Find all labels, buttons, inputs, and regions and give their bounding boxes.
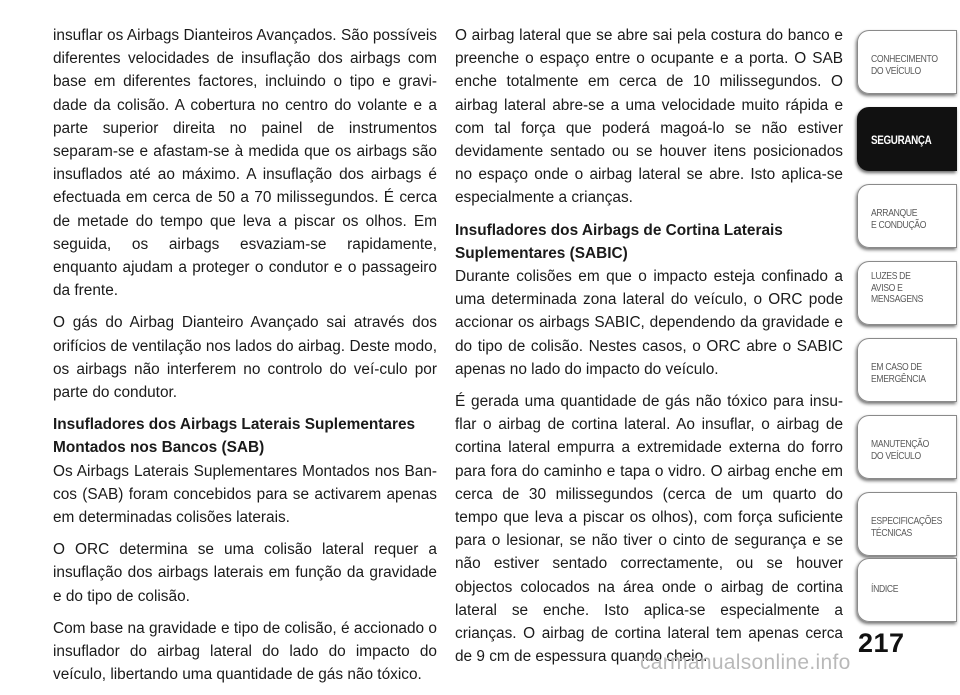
left-column [53,24,437,695]
page-number: 217 [858,628,905,658]
tab-label-line: EMERGÊNCIA [871,372,926,385]
tab-conhecimento-do-veiculo[interactable] [857,30,957,94]
tab-label-line: EM CASO DE [871,361,922,373]
tab-manutencao-do-veiculo[interactable] [857,415,957,479]
tab-luzes-de-aviso-e-mensagens[interactable] [857,261,957,325]
tab-label-line: E CONDUÇÃO [871,218,927,231]
tab-seguranca[interactable] [857,107,957,171]
tab-em-caso-de-emergencia[interactable] [857,338,957,402]
tab-label-line: ARRANQUE [871,207,918,219]
tab-indice[interactable] [857,558,957,622]
tab-label-line: TÉCNICAS [871,526,912,539]
tab-especificacoes-tecnicas[interactable] [857,492,957,556]
paragraph: Os Airbags Laterais Suplementares Montados nos Ban-cos (SAB) foram concebidos para se activarem apenas em determinadas colisões laterais. [53,462,437,527]
paragraph: O airbag lateral que se abre sai pela costura do banco e preenche o espaço entre o ocupante e a porta. O SAB enche totalmente em cerca de 10 milissegundos. O airbag lateral abre-se a uma velocidade muito rápida e com tal força que poderá magoá-lo se não estiver devidamente sentado ou se houver itens posicionados no espaço onde o airbag lateral se abre. Isto aplica-se especialmente a crianças. [455,27,843,207]
tab-label-line: LUZES DE [871,270,911,282]
tab-label-line: CONHECIMENTO [871,53,938,65]
paragraph: Com base na gravidade e tipo de colisão, é accionado o insuflador do airbag lateral do lado do impacto do veículo, libertando uma quantidade de gás não tóxico. [53,619,437,684]
tab-label-line: AVISO E [871,281,903,294]
chapter-tabs [857,30,960,622]
tab-label-line: ÍNDICE [871,583,899,595]
tab-arranque-e-conducao[interactable] [857,184,957,248]
tab-label-line: MENSAGENS [871,293,924,305]
paragraph: insuflar os Airbags Dianteiros Avançados. São possíveis diferentes velocidades de insuflação dos airbags com base em diferentes factores, incluindo o tipo e gravi-dade da colisão. A cobertura no centro do volante e a parte superior direita no painel de instrumentos separam-se e afastam-se à medida que os airbags são insuflados até ao máximo. A insuflação dos airbags é efectuada em cerca de 50 a 70 milissegundos. É cerca de metade do tempo que leva a piscar os olhos. Em seguida, os airbags esvaziam-se rapidamente, enquanto ajudam a proteger o condutor e o passageiro da frente. [53,27,437,300]
tab-label-line: DO VEÍCULO [871,449,921,462]
paragraph: É gerada uma quantidade de gás não tóxico para insu-flar o airbag de cortina lateral. Ao insuflar, o airbag de cortina lateral empurra a extremidade externa do forro para fora do caminho e tapa o vidro. O airbag enche em cerca de 30 milissegundos (cerca de um quarto do tempo que leva a piscar os olhos), com força suficiente para o lesionar, se não tiver o cinto de segurança e se não estiver sentado correctamente, ou se houver objectos colocados na área onde o airbag de cortina lateral se enche. Isto aplica-se especialmente a crianças. O airbag de cortina lateral tem apenas cerca de 9 cm de espessura quando cheio. [455,393,843,666]
tab-label-line: MANUTENÇÃO [871,438,929,450]
paragraph: Durante colisões em que o impacto esteja confinado a uma determinada zona lateral do veículo, o ORC pode accionar os airbags SABIC, dependendo da gravidade e do tipo de colisão. Nestes casos, o ORC abre o SABIC apenas no lado do impacto do veículo. [455,268,843,378]
tab-label-line: DO VEÍCULO [871,64,921,77]
right-column [455,24,843,677]
tab-label-line: ESPECIFICAÇÕES [871,515,943,527]
section-heading-sab: Insufladores dos Airbags Laterais Suplementares Montados nos Bancos (SAB) [53,416,416,457]
watermark: carmanualsonline.info [640,651,851,674]
paragraph: O ORC determina se uma colisão lateral requer a insuflação dos airbags laterais em função da gravidade e do tipo de colisão. [53,541,437,605]
tab-label-line: SEGURANÇA [871,133,932,147]
paragraph: O gás do Airbag Dianteiro Avançado sai através dos orifícios de ventilação nos lados do airbag. Deste modo, os airbags não interferem no controlo do veí-culo por parte do condutor. [53,314,437,402]
section-heading-sabic: Insufladores dos Airbags de Cortina Laterais Suplementares (SABIC) [455,221,783,262]
